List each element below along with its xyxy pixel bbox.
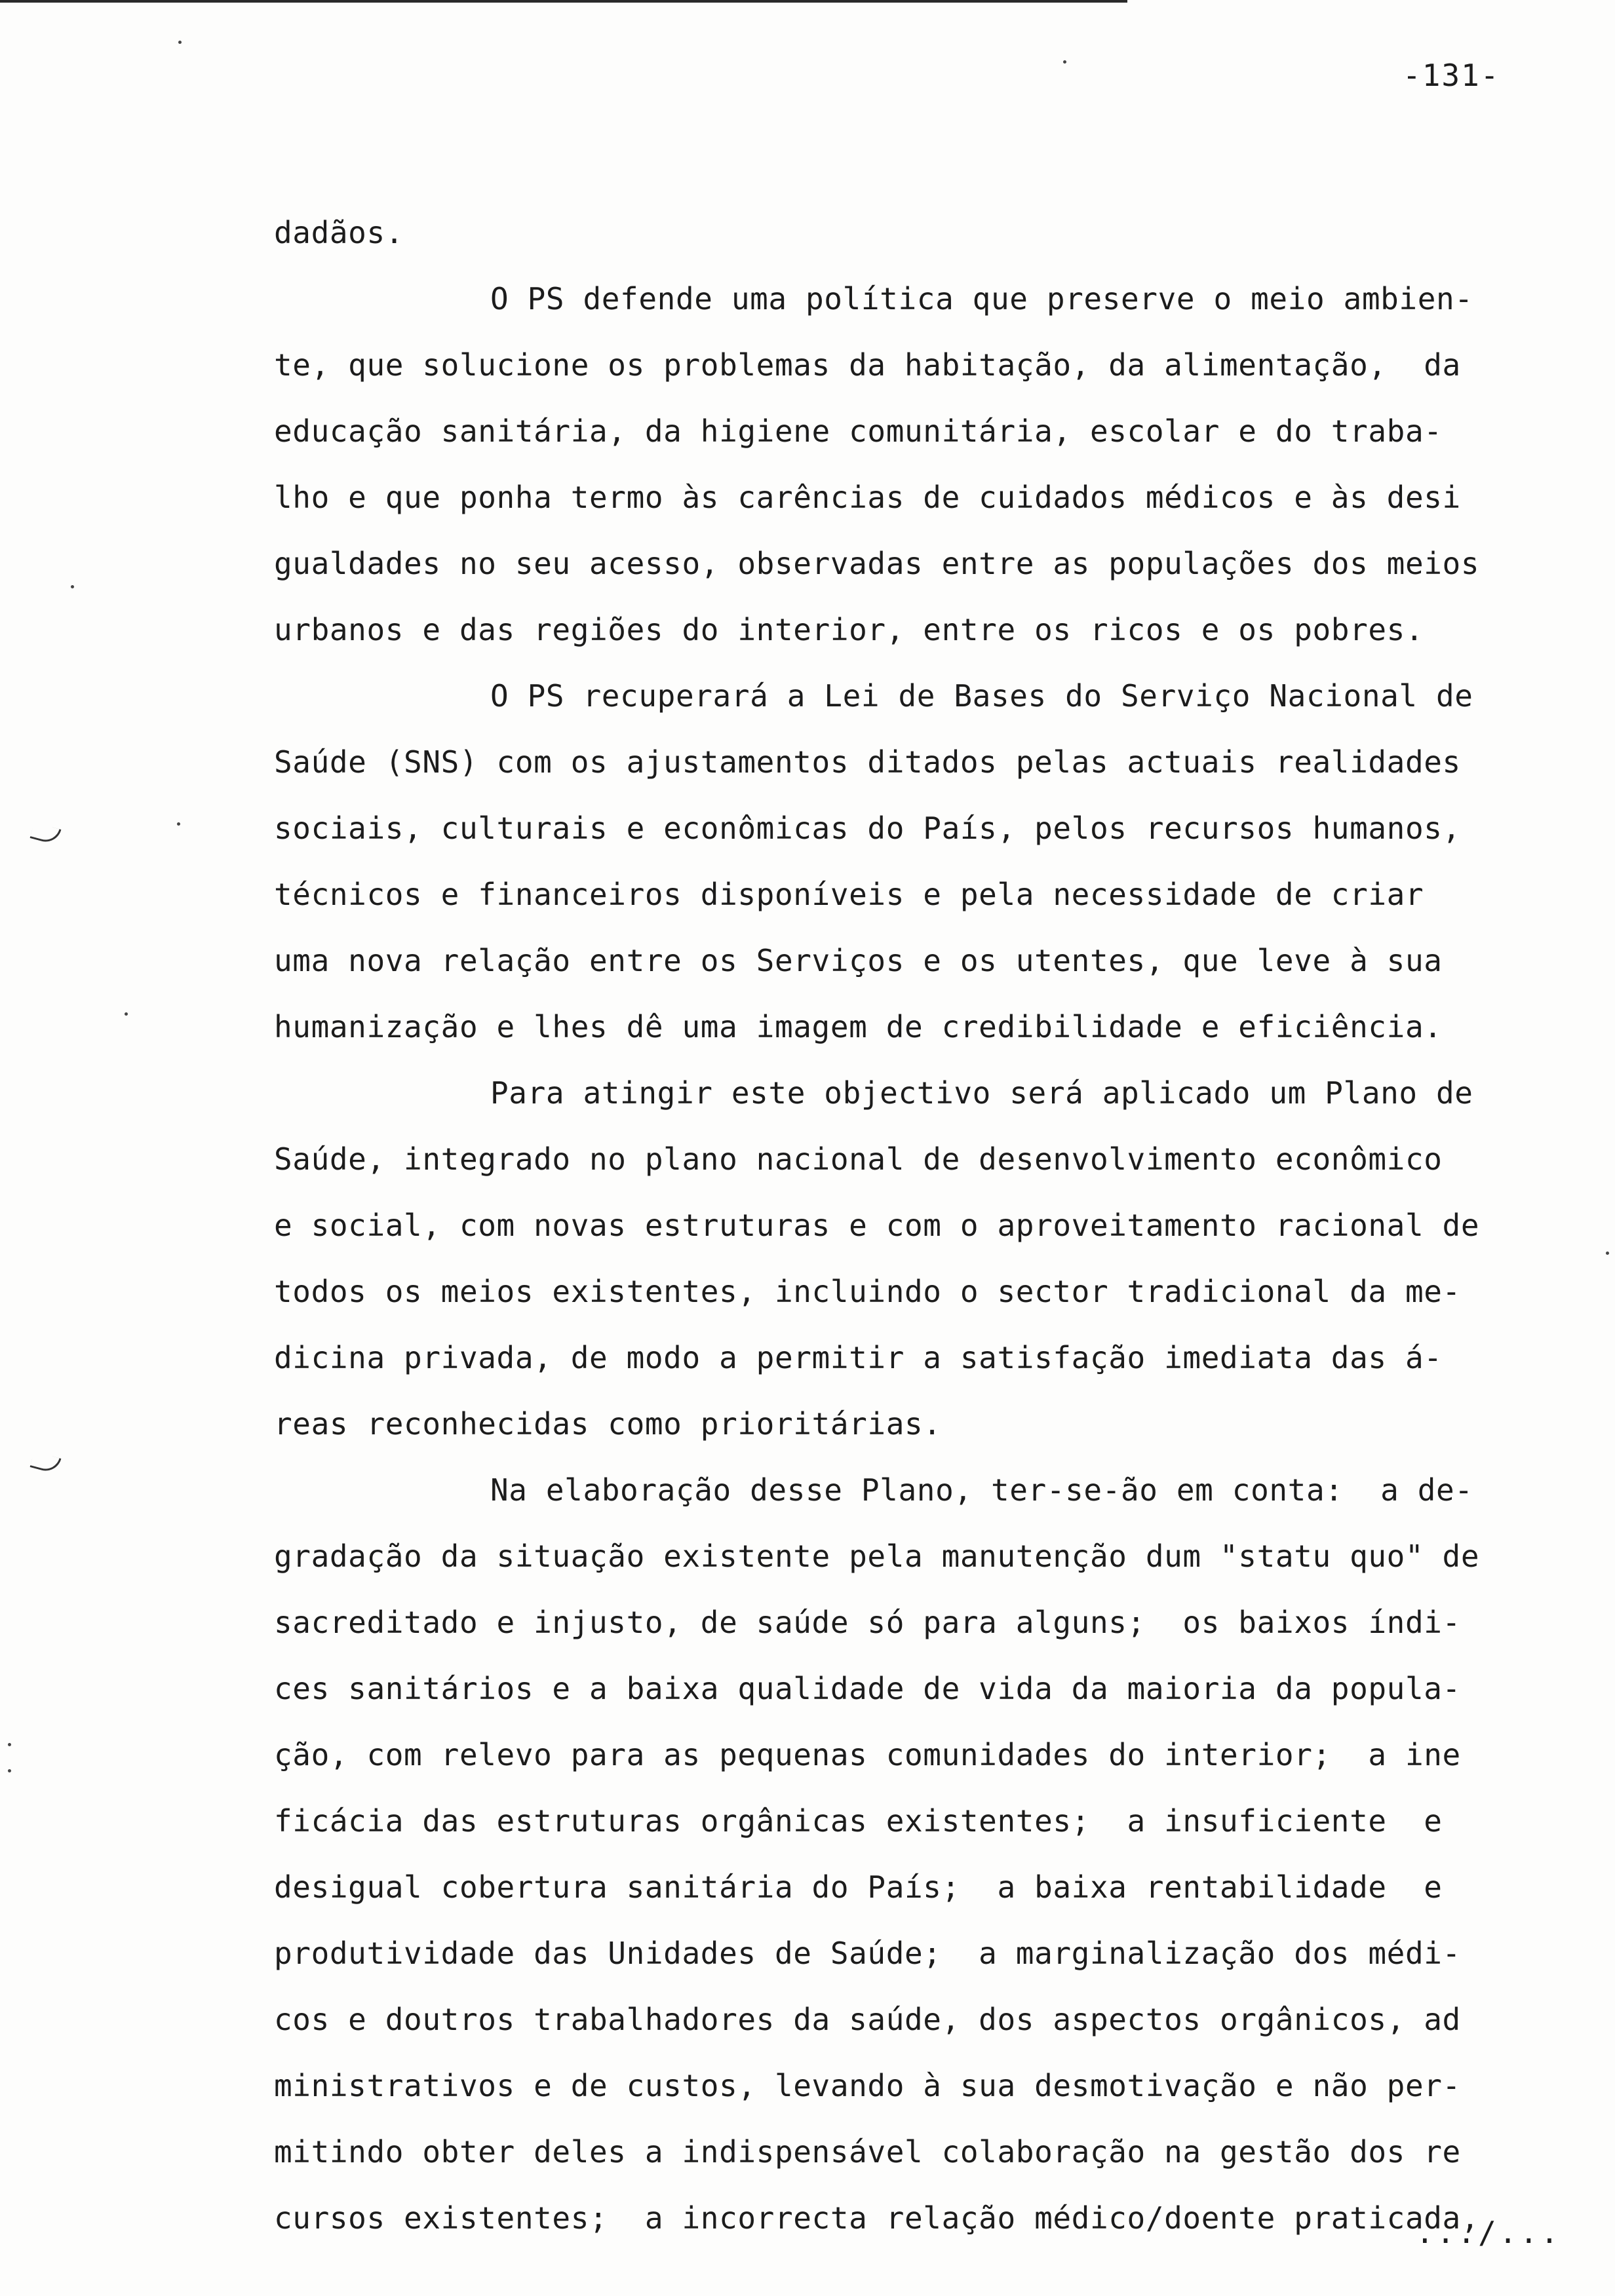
text-line: Saúde, integrado no plano nacional de desenvolvimento econômico (274, 1141, 1443, 1177)
text-line: ficácia das estruturas orgânicas existentes; a insuficiente e (274, 1803, 1443, 1839)
text-line: sociais, culturais e econômicas do País, pelos recursos humanos, (274, 811, 1461, 846)
text-line: cursos existentes; a incorrecta relação médico/doente praticada, (274, 2200, 1480, 2236)
scan-speck (1063, 60, 1066, 64)
text-line: todos os meios existentes, incluindo o sector tradicional da me- (274, 1274, 1461, 1309)
text-line: mitindo obter deles a indispensável colaboração na gestão dos re (274, 2134, 1461, 2170)
continuation-mark: .../... (1416, 2215, 1561, 2250)
text-line: Saúde (SNS) com os ajustamentos ditados pelas actuais realidades (274, 744, 1461, 780)
text-line: Para atingir este objectivo será aplicado um Plano de (490, 1075, 1473, 1111)
page-number: -131- (1403, 58, 1500, 93)
body-text (274, 200, 1539, 2251)
scan-speck (177, 822, 180, 826)
text-line: cos e doutros trabalhadores da saúde, dos aspectos orgânicos, ad (274, 2002, 1461, 2037)
scan-speck (8, 1743, 11, 1746)
text-line: urbanos e das regiões do interior, entre os ricos e os pobres. (274, 612, 1424, 647)
text-line: produtividade das Unidades de Saúde; a marginalização dos médi- (274, 1936, 1461, 1971)
text-line: ção, com relevo para as pequenas comunidades do interior; a ine (274, 1737, 1461, 1772)
scan-speck (125, 1012, 128, 1016)
text-line: O PS recuperará a Lei de Bases do Serviço Nacional de (490, 678, 1473, 714)
margin-hole-mark (29, 1451, 61, 1474)
text-line: dicina privada, de modo a permitir a satisfação imediata das á- (274, 1340, 1443, 1375)
text-line: lho e que ponha termo às carências de cuidados médicos e às desi (274, 480, 1461, 515)
text-line: reas reconhecidas como prioritárias. (274, 1406, 942, 1442)
text-line: O PS defende uma política que preserve o meio ambien- (490, 281, 1473, 316)
text-line: ces sanitários e a baixa qualidade de vida da maioria da popula- (274, 1671, 1461, 1706)
text-line: Na elaboração desse Plano, ter-se-ão em conta: a de- (490, 1472, 1473, 1508)
text-line: sacreditado e injusto, de saúde só para alguns; os baixos índi- (274, 1605, 1461, 1640)
text-line: te, que solucione os problemas da habitação, da alimentação, da (274, 347, 1461, 383)
scan-speck (8, 1769, 11, 1772)
scan-speck (178, 41, 182, 44)
scan-speck (1606, 1252, 1609, 1255)
margin-hole-mark (29, 822, 61, 845)
text-line: gradação da situação existente pela manutenção dum "statu quo" de (274, 1539, 1480, 1574)
text-line: técnicos e financeiros disponíveis e pela necessidade de criar (274, 877, 1424, 912)
top-edge-rule (0, 0, 1127, 3)
text-line: e social, com novas estruturas e com o aproveitamento racional de (274, 1208, 1480, 1243)
text-line: humanização e lhes dê uma imagem de credibilidade e eficiência. (274, 1009, 1443, 1044)
scan-speck (71, 585, 74, 588)
text-line: educação sanitária, da higiene comunitária, escolar e do traba- (274, 413, 1443, 449)
text-line: gualdades no seu acesso, observadas entre as populações dos meios (274, 546, 1480, 581)
text-line: ministrativos e de custos, levando à sua desmotivação e não per- (274, 2068, 1461, 2103)
text-line: desigual cobertura sanitária do País; a baixa rentabilidade e (274, 1869, 1443, 1905)
text-line: dadãos. (274, 215, 404, 250)
text-line: uma nova relação entre os Serviços e os utentes, que leve à sua (274, 943, 1443, 978)
